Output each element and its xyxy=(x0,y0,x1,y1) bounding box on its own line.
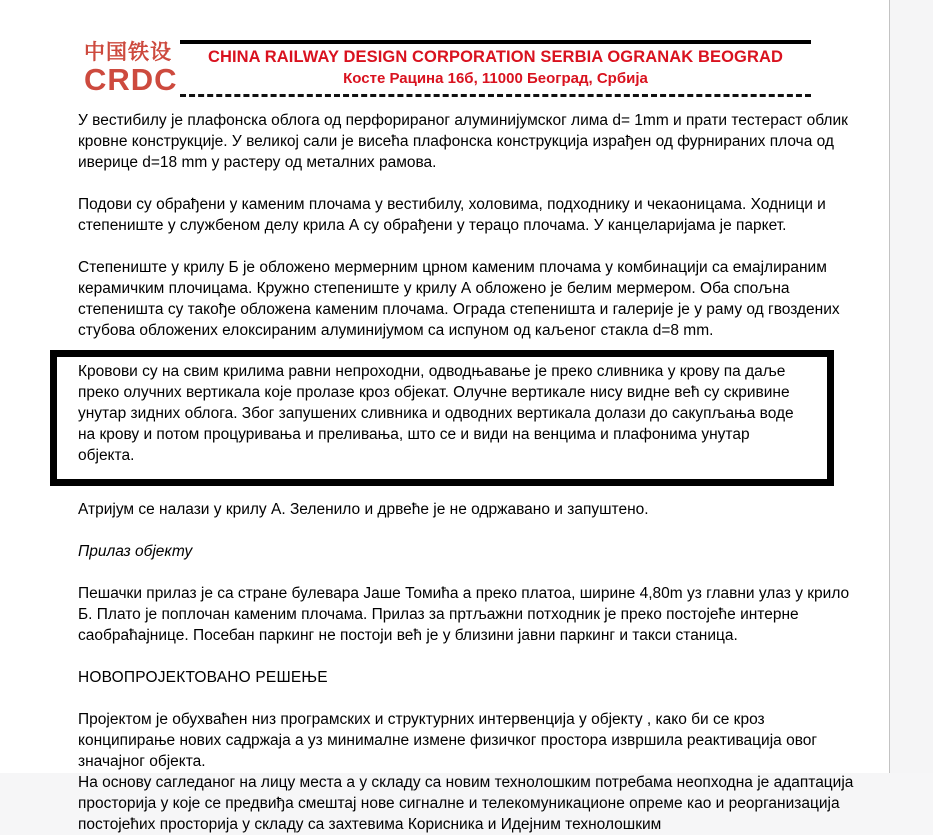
section-heading-new-design: НОВОПРОЈЕКТОВАНО РЕШЕЊЕ xyxy=(78,669,328,686)
paragraph-pedestrian-access: Пешачки прилаз је са стране булевара Јаше Томића а преко платоа, ширине 4,80m уз главни улаз у крило Б. Плато је поплочан каменим плочама. Прилаз за пртљажни потходник је преко постојеће интерне саобраћајнице. Посебан паркинг не постоји већ је у близини јавни паркинг и такси станица. xyxy=(78,585,850,644)
paragraph-adaptation: На основу сагледаног на лицу места а у складу са новим технолошким потребама неопходна је адаптација просторија у које се предвиђа смештај нове сигналне и телекомуникационе опреме као и реорганизација постојећих просторија у складу са захтевима Корисника и Идејним технолошким xyxy=(78,774,854,833)
paragraph-floors: Подови су обрађени у каменим плочама у вестибилу, холовима, подходнику и чекаоницама. Ходници и степениште у службеном делу крила А су обрађени у терацо плочама. У канцеларијама је паркет. xyxy=(78,196,826,234)
company-title: CHINA RAILWAY DESIGN CORPORATION SERBIA OGRANAK BEOGRAD xyxy=(207,48,784,66)
document-body xyxy=(78,110,861,835)
logo-latin-text: CRDC xyxy=(84,62,178,98)
letterhead-title-block xyxy=(180,40,811,97)
paragraph-roofs-highlighted: Кровови су на свим крилима равни непроходни, одводњавање је преко сливника у крову па даље преко олучних вертикала које пролазе кроз објекат. Олучне вертикале нису видне већ су скривине унутар зидних облога. Због запушених сливника и одводних вертикала долази до сакупљања воде на крову и потом процуривања и преливања, што се и види на венцима и плафонима унутар објекта. xyxy=(78,363,794,464)
letterhead xyxy=(84,40,861,97)
paragraph-atrium: Атријум се налази у крилу А. Зеленило и дрвеће је не одржавано и запуштено. xyxy=(78,501,649,518)
highlighted-box xyxy=(50,350,834,486)
crdc-logo xyxy=(84,42,180,97)
logo-chinese-text: 中国铁设 xyxy=(84,41,172,64)
paragraph-project-scope: Пројектом је обухваћен низ програмских и структурних интервенција у објекту , како би се кроз конципирање нових садржаја а уз минималне измене физичког простора извршила реактивација овог значајног објекта. xyxy=(78,711,818,770)
subsection-heading-access: Прилаз објекту xyxy=(78,543,193,560)
company-address: Косте Рацина 16б, 11000 Београд, Србија xyxy=(343,70,648,87)
paragraph-staircases: Степениште у крилу Б је обложено мермерним црном каменим плочама у комбинацији са емајлираним керамичким плочицама. Кружно степениште у крилу А обложено је белим мермером. Оба спољна степеништа су такође обложена каменим плочама. Ограда степеништа и галерије је у раму од гвоздених стубова обложених елоксираним алуминијумом са испуном од каљеног стакла d=8 mm. xyxy=(78,259,840,339)
paragraph-ceiling-cladding: У вестибилу је плафонска облога од перфорираног алуминијумског лима d= 1mm и прати тестераст облик кровне конструкције. У великој сали је висећа плафонска конструкција израђен од фурнираних плоча од иверице d=18 mm у растеру од металних рамова. xyxy=(78,112,848,171)
